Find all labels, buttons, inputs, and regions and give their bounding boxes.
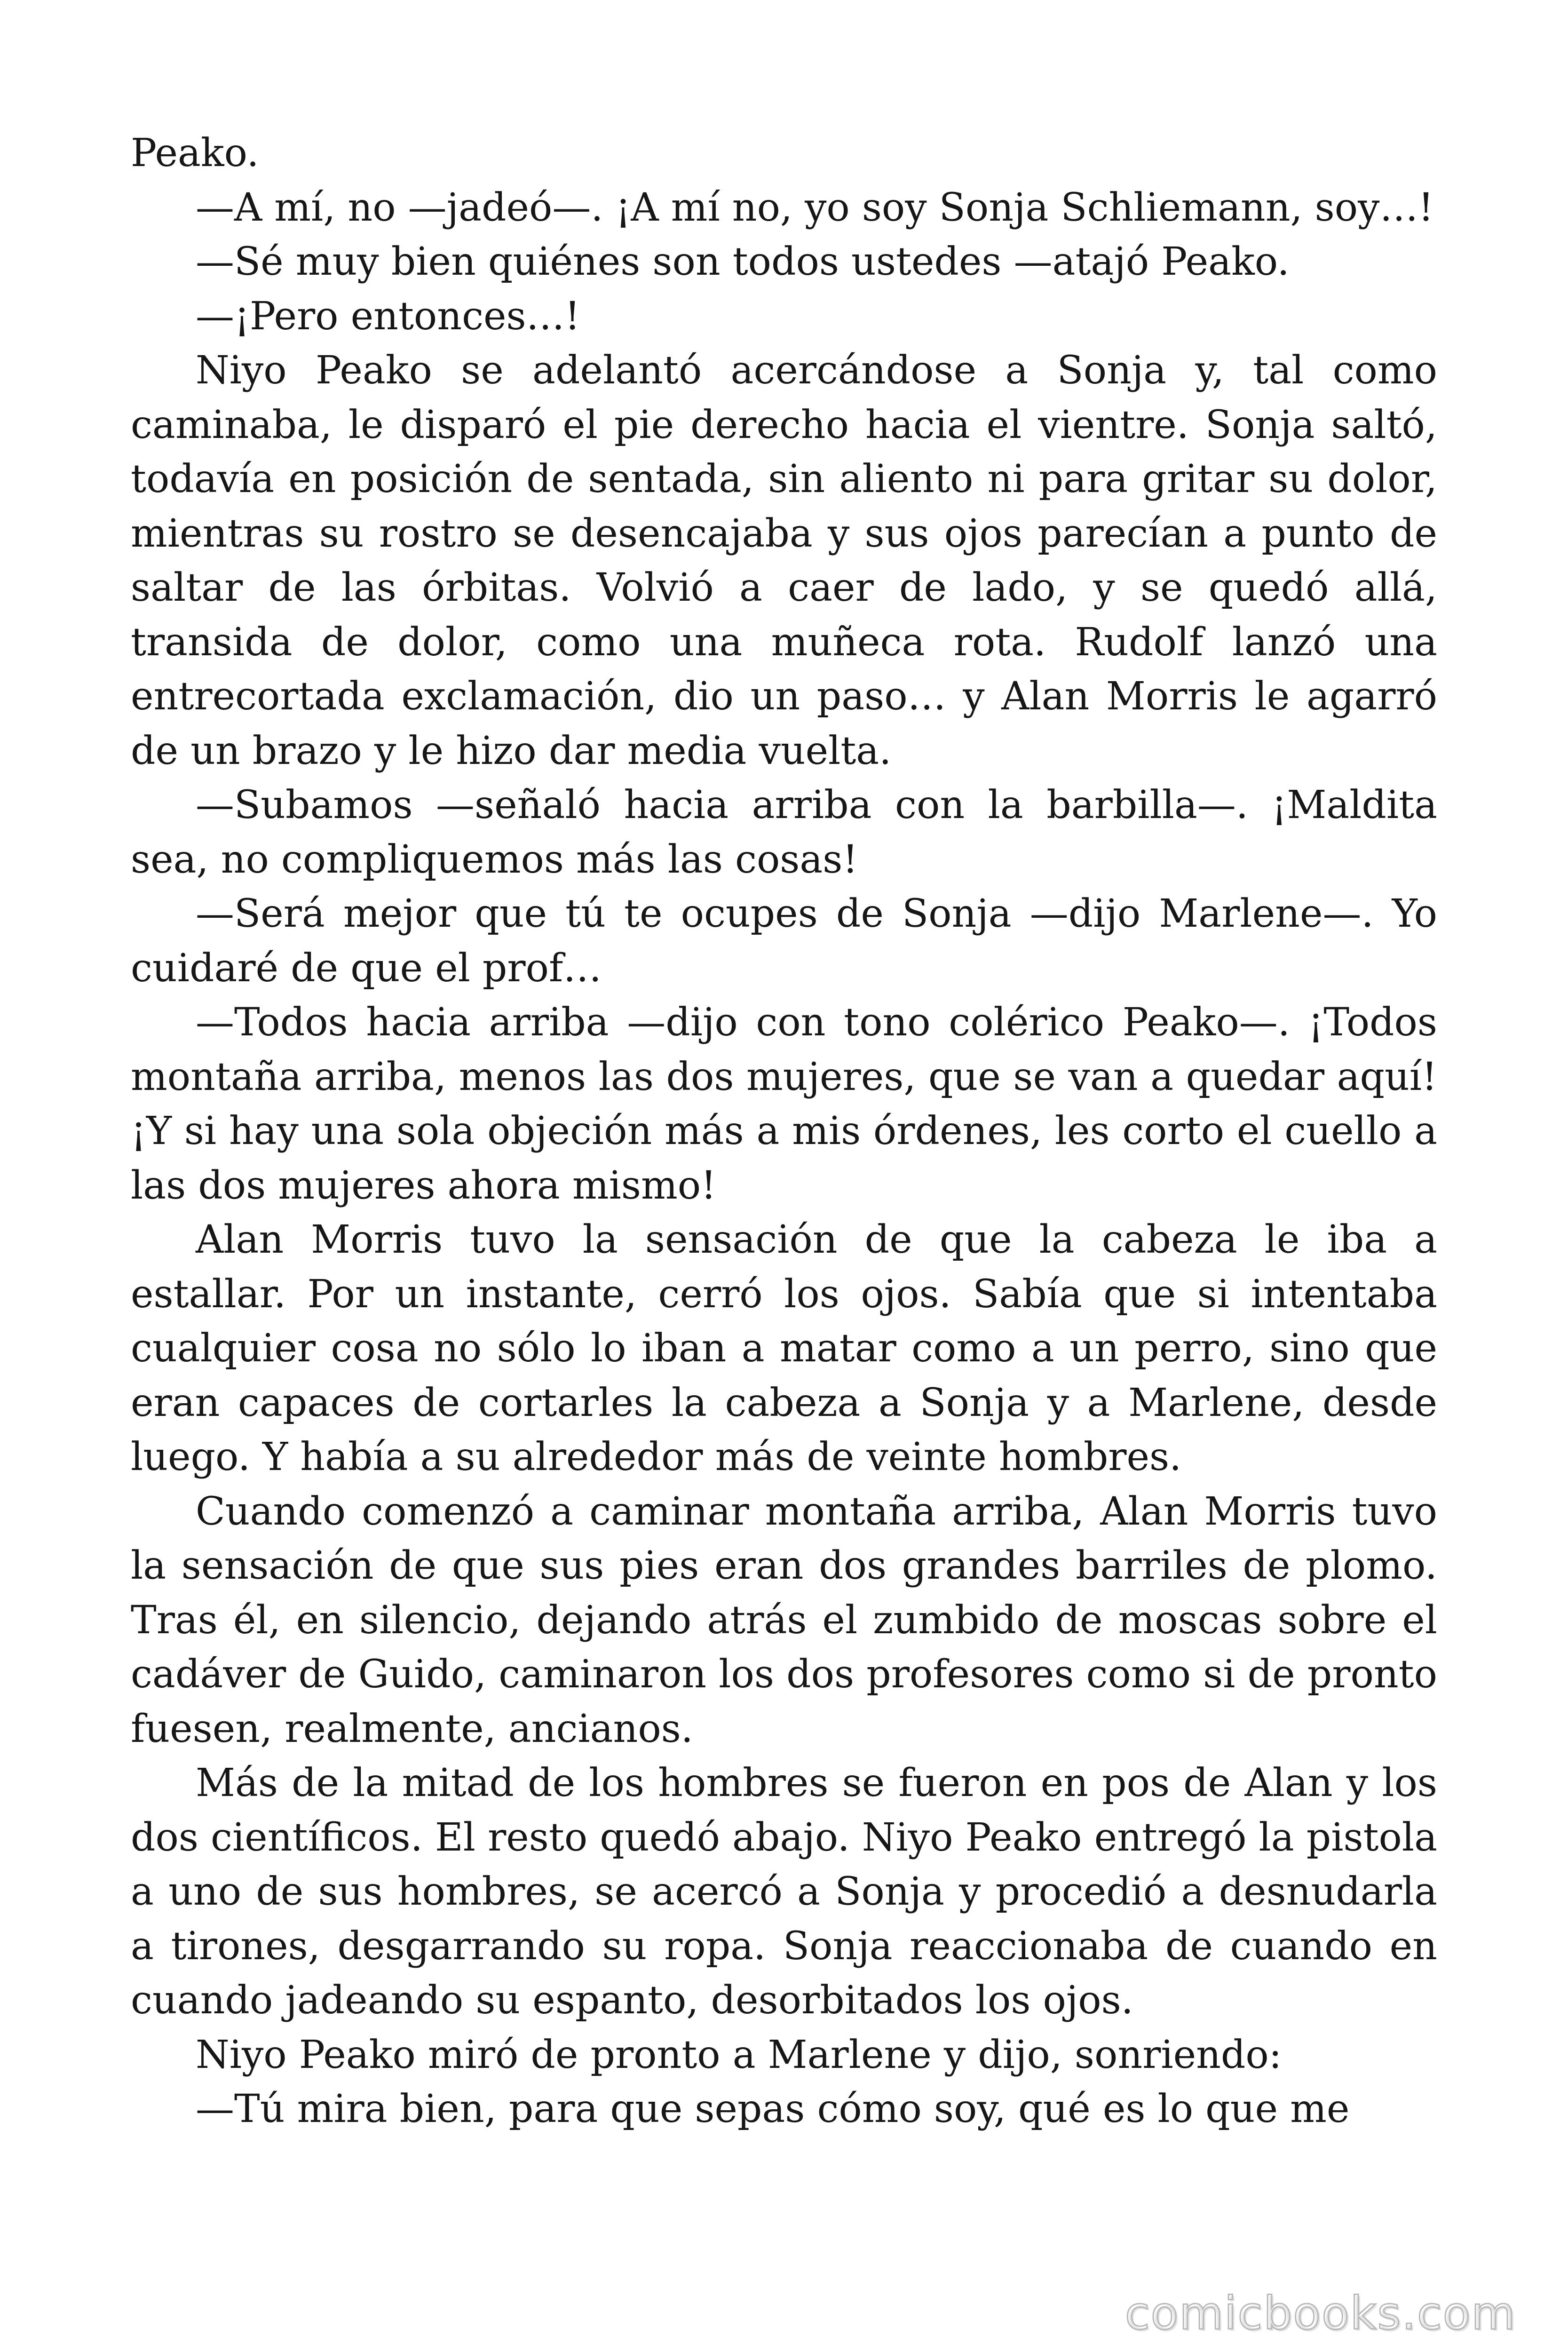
paragraph: —A mí, no —jadeó—. ¡A mí no, yo soy Sonja Schliemann, soy…! <box>196 185 1434 230</box>
paragraph: —¡Pero entonces…! <box>196 294 580 339</box>
paragraph: Niyo Peako se adelantó acercándose a Sonja y, tal como caminaba, le disparó el pie derecho hacia el vientre. Sonja saltó, todavía en posición de sentada, sin aliento ni para gritar su dolor, mientras su rostro se desencajaba y sus ojos parecían a punto de saltar de las órbitas. Volvió a caer de lado, y se quedó allá, transida de dolor, como una muñeca rota. Rudolf lanzó una entrecortada exclamación, dio un paso… y Alan Morris le agarró de un brazo y le hizo dar media vuelta. <box>131 348 1437 773</box>
paragraph: Niyo Peako miró de pronto a Marlene y dijo, sonriendo: <box>196 2032 1282 2077</box>
paragraph: Alan Morris tuvo la sensación de que la cabeza le iba a estallar. Por un instante, cerró los ojos. Sabía que si intentaba cualquier cosa no sólo lo iban a matar como a un perro, sino que eran capaces de cortarles la cabeza a Sonja y a Marlene, desde luego. Y había a su alrededor más de veinte hombres. <box>131 1217 1437 1479</box>
paragraph: Cuando comenzó a caminar montaña arriba, Alan Morris tuvo la sensación de que sus pies eran dos grandes barriles de plomo. Tras él, en silencio, dejando atrás el zumbido de moscas sobre el cadáver de Guido, caminaron los dos profesores como si de pronto fuesen, realmente, ancianos. <box>131 1489 1437 1751</box>
paragraph: Más de la mitad de los hombres se fueron en pos de Alan y los dos científicos. El resto quedó abajo. Niyo Peako entregó la pistola a uno de sus hombres, se acercó a Sonja y procedió a desnudarla a tirones, desgarrando su ropa. Sonja reaccionaba de cuando en cuando jadeando su espanto, desorbitados los ojos. <box>131 1761 1437 2023</box>
paragraph: —Tú mira bien, para que sepas cómo soy, qué es lo que me <box>196 2087 1350 2131</box>
watermark-text: comicbooks.com <box>1125 2287 1516 2340</box>
book-page-text <box>131 126 1437 2137</box>
paragraph: —Sé muy bien quiénes son todos ustedes —atajó Peako. <box>196 239 1290 284</box>
paragraph: —Todos hacia arriba —dijo con tono colérico Peako—. ¡Todos montaña arriba, menos las dos mujeres, que se van a quedar aquí! ¡Y si hay una sola objeción más a mis órdenes, les corto el cuello a las dos mujeres ahora mismo! <box>131 1000 1437 1208</box>
paragraph: Peako. <box>131 131 259 175</box>
paragraph: —Subamos —señaló hacia arriba con la barbilla—. ¡Maldita sea, no compliquemos más las cosas! <box>131 783 1437 882</box>
paragraph: —Será mejor que tú te ocupes de Sonja —dijo Marlene—. Yo cuidaré de que el prof… <box>131 891 1437 991</box>
